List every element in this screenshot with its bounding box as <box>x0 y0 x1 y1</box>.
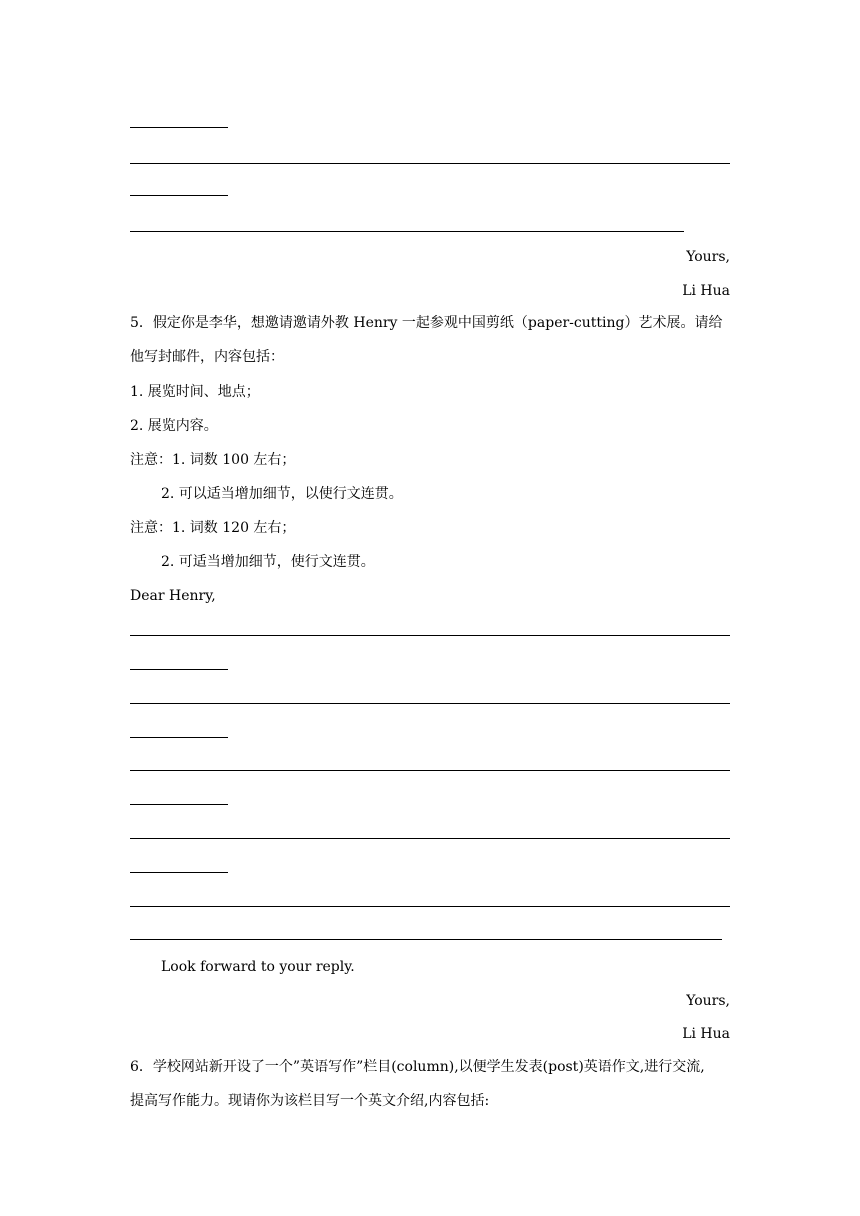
answer-line-full <box>130 635 730 636</box>
answer-line-short <box>130 804 228 805</box>
question-6-prompt <box>130 1050 730 1118</box>
letter-closing: Yours, <box>686 249 730 265</box>
letter-closing-sentence: Look forward to your reply. <box>161 959 355 975</box>
answer-line-short <box>130 127 228 128</box>
letter-closing: Yours, <box>686 993 730 1009</box>
answer-line-full <box>130 906 730 907</box>
question-5-note-1b: 2. 可以适当增加细节，以使行文连贯。 <box>161 486 403 502</box>
letter-signature: Li Hua <box>682 283 730 299</box>
question-5-prompt-line2: 他写封邮件，内容包括： <box>130 349 284 365</box>
question-5-point-1: 1. 展览时间、地点； <box>130 384 260 400</box>
question-6-prompt-line2: 提高写作能力。现请你为该栏目写一个英文介绍,内容包括: <box>130 1093 490 1109</box>
question-6-prompt-line1: 6．学校网站新开设了一个”英语写作”栏目(column),以便学生发表(post)英语作文,进行交流, <box>130 1059 705 1075</box>
answer-line-partial <box>130 939 722 940</box>
letter-greeting: Dear Henry, <box>130 588 216 604</box>
question-5-prompt <box>130 306 730 374</box>
answer-line-short <box>130 737 228 738</box>
question-5-note-2b: 2. 可适当增加细节，使行文连贯。 <box>161 554 375 570</box>
answer-line-short <box>130 669 228 670</box>
answer-line-short <box>130 195 228 196</box>
letter-signature: Li Hua <box>682 1026 730 1042</box>
answer-line-full <box>130 838 730 839</box>
answer-line-short <box>130 872 228 873</box>
question-5-note-1a: 注意：1. 词数 100 左右； <box>130 452 296 468</box>
question-5-point-2: 2. 展览内容。 <box>130 418 218 434</box>
answer-line-full <box>130 163 730 164</box>
answer-line-full <box>130 770 730 771</box>
question-5-prompt-line1: 5．假定你是李华，想邀请邀请外教 Henry 一起参观中国剪纸（paper-cutting）艺术展。请给 <box>130 315 723 331</box>
answer-line-full <box>130 703 730 704</box>
question-5-note-2a: 注意：1. 词数 120 左右； <box>130 520 296 536</box>
answer-line-partial <box>130 231 684 232</box>
